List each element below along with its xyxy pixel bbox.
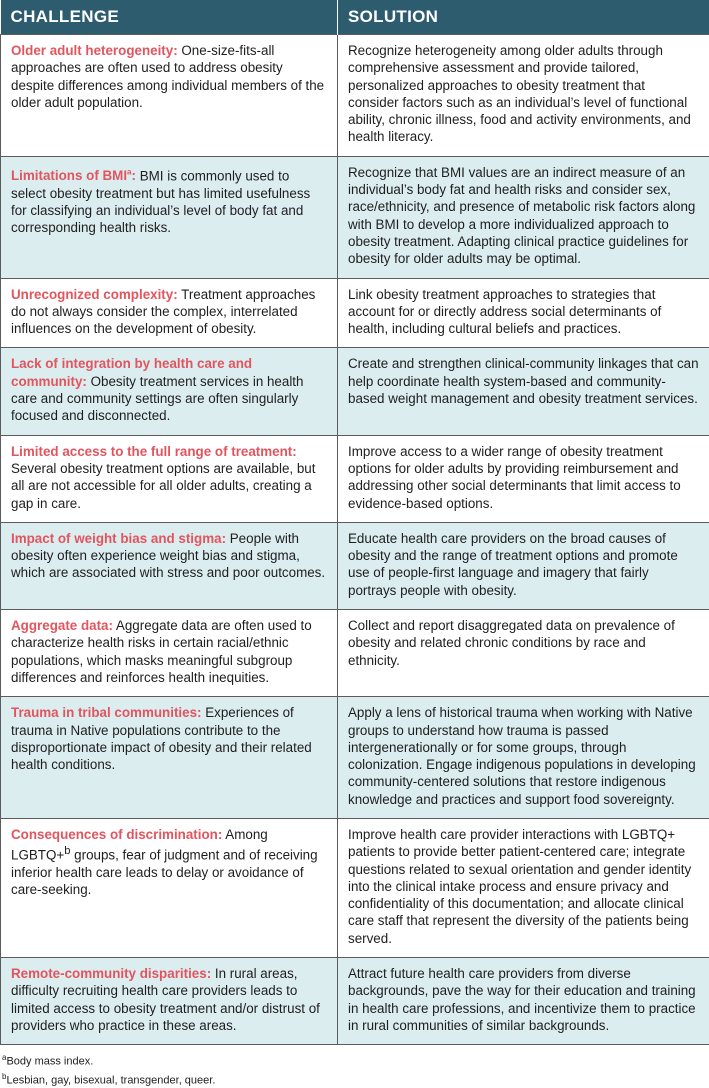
challenge-label: Lack of integration by health care and community: xyxy=(11,356,252,388)
solution-cell: Apply a lens of historical trauma when working with Native groups to understand how trauma is passed intergenerationally or for some groups, through colonization. Engage indigenous populations in developing community-centered solutions that restore indigenous knowledge and practices and support food sovereignty. xyxy=(338,697,709,819)
table-row xyxy=(1,278,709,348)
footnote-mark-a: a xyxy=(127,168,131,177)
solution-cell: Link obesity treatment approaches to strategies that account for or directly address social determinants of health, including cultural beliefs and practices. xyxy=(338,278,709,348)
footnote-mark: b xyxy=(2,1072,6,1081)
challenge-cell xyxy=(1,818,338,957)
challenge-label: Consequences of discrimination: xyxy=(11,827,222,842)
solution-cell: Recognize heterogeneity among older adults through comprehensive assessment and provide tailored, personalized approaches to obesity treatment that consider factors such as an individual’s level of functional ability, chronic illness, food and activity environments, and health literacy. xyxy=(338,35,709,157)
footnote-text: Lesbian, gay, bisexual, transgender, queer. xyxy=(6,1075,215,1087)
challenge-label: Impact of weight bias and stigma: xyxy=(11,531,226,546)
challenge-text: In rural areas, difficulty recruiting health care providers leads to limited access to obesity treatment and/or distrust of providers who practice in these areas. xyxy=(11,966,320,1033)
table-row xyxy=(1,348,709,435)
table-row xyxy=(1,35,709,157)
table-row xyxy=(1,958,709,1045)
challenge-cell xyxy=(1,348,338,435)
solution-cell: Improve health care provider interactions with LGBTQ+ patients to provide better patient-centered care; integrate questions related to sexual orientation and gender identity into the clinical intake process and ensure privacy and confidentiality of this documentation; and allocate clinical care staff that represent the diversity of the patients being served. xyxy=(338,818,709,957)
footnotes xyxy=(0,1045,709,1087)
challenge-text-pre: Among LGBTQ+ xyxy=(11,827,268,863)
challenge-label: Trauma in tribal communities: xyxy=(11,705,201,720)
table-row xyxy=(1,697,709,819)
challenge-cell xyxy=(1,958,338,1045)
footnote-mark-b: b xyxy=(64,845,70,857)
challenge-label-text: Limitations of BMI xyxy=(11,168,127,183)
table-row xyxy=(1,156,709,278)
header-challenge: CHALLENGE xyxy=(1,0,338,35)
challenge-label: Older adult heterogeneity: xyxy=(11,43,178,58)
challenge-text: People with obesity often experience weight bias and stigma, which are associated with stress and poor outcomes. xyxy=(11,531,325,581)
challenge-text: Experiences of trauma in Native populations contribute to the disproportionate impact of obesity and their related health conditions. xyxy=(11,705,312,772)
challenge-text: BMI is commonly used to select obesity treatment but has limited usefulness for classifying an individual’s level of body fat and corresponding health risks. xyxy=(11,168,310,235)
footnote-text: Body mass index. xyxy=(6,1056,93,1068)
challenge-text: Treatment approaches do not always consider the complex, interrelated influences on the development of obesity. xyxy=(11,287,315,337)
solution-cell: Attract future health care providers from diverse backgrounds, pave the way for their education and training in health care professions, and incentivize them to practice in rural communities of similar backgrounds. xyxy=(338,958,709,1045)
solution-cell: Create and strengthen clinical-community linkages that can help coordinate health system-based and community-based weight management and obesity treatment services. xyxy=(338,348,709,435)
table-header-row xyxy=(1,0,709,35)
challenge-label xyxy=(11,168,136,183)
challenge-text: Several obesity treatment options are available, but all are not accessible for all older adults, creating a gap in care. xyxy=(11,461,315,511)
solution-cell: Recognize that BMI values are an indirect measure of an individual’s body fat and health risks and consider sex, race/ethnicity, and presence of metabolic risk factors along with BMI to develop a more individualized approach to obesity treatment. Adapting clinical practice guidelines for obesity for older adults may be optimal. xyxy=(338,156,709,278)
challenge-label: Unrecognized complexity: xyxy=(11,287,178,302)
solution-cell: Improve access to a wider range of obesity treatment options for older adults by providing reimbursement and addressing other social determinants that limit access to evidence-based options. xyxy=(338,435,709,522)
challenge-cell xyxy=(1,522,338,609)
challenge-cell xyxy=(1,435,338,522)
challenge-cell xyxy=(1,278,338,348)
challenge-text: groups, fear of judgment and of receiving inferior health care leads to delay or avoidance of care-seeking. xyxy=(11,848,318,898)
table-row xyxy=(1,610,709,697)
challenge-cell xyxy=(1,697,338,819)
solution-cell: Educate health care providers on the broad causes of obesity and the range of treatment options and promote use of people-first language and imagery that fairly portrays people with obesity. xyxy=(338,522,709,609)
solution-cell: Collect and report disaggregated data on prevalence of obesity and related chronic conditions by race and ethnicity. xyxy=(338,610,709,697)
table-row xyxy=(1,818,709,957)
header-solution: SOLUTION xyxy=(338,0,709,35)
challenge-cell xyxy=(1,156,338,278)
footnote-b xyxy=(2,1069,709,1088)
challenge-label: Limited access to the full range of treatment: xyxy=(11,444,297,459)
table-row xyxy=(1,522,709,609)
challenge-text: One-size-fits-all approaches are often used to address obesity despite differences among individual members of the older adult population. xyxy=(11,43,324,110)
challenge-label: Aggregate data: xyxy=(11,618,113,633)
challenge-cell xyxy=(1,610,338,697)
challenge-text: Obesity treatment services in health care and community settings are often singularly focused and disconnected. xyxy=(11,374,303,424)
footnote-mark: a xyxy=(2,1053,6,1062)
challenge-text: Aggregate data are often used to characterize health risks in certain racial/ethnic populations, which masks meaningful subgroup differences and reinforces health inequities. xyxy=(11,618,312,685)
footnote-a xyxy=(2,1045,709,1069)
table-row xyxy=(1,435,709,522)
challenge-label-colon: : xyxy=(132,168,136,183)
challenge-cell xyxy=(1,35,338,157)
challenge-label: Remote-community disparities: xyxy=(11,966,211,981)
